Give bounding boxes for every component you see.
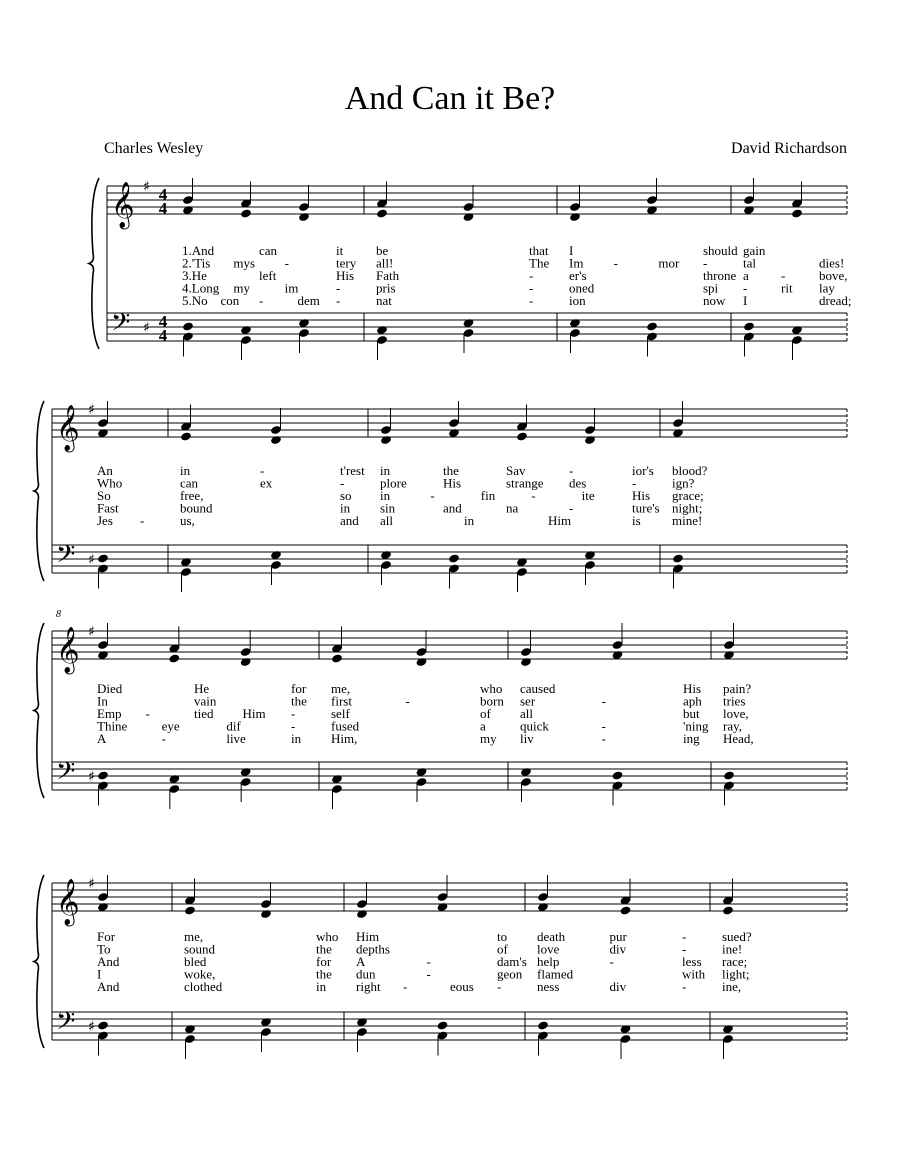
lyric-hyphen: -: [497, 979, 502, 994]
time-signature-top: 4: [158, 312, 168, 331]
time-signature-bottom: 4: [158, 326, 168, 345]
lyric-syllable: nat: [376, 293, 392, 308]
lyric-syllable: now: [703, 293, 726, 308]
lyric-syllable: eye: [161, 718, 180, 734]
lyric-hyphen: -: [260, 463, 265, 478]
lyric-hyphen: -: [140, 513, 145, 528]
bass-staff: [107, 313, 847, 341]
note-head: [437, 1020, 449, 1030]
treble-clef-icon: 𝄞: [56, 879, 80, 925]
lyric-syllable: dif: [226, 718, 241, 734]
lyric-syllable: Jes: [97, 513, 113, 528]
lyric-syllable: free,: [180, 488, 204, 503]
lyric-syllable: the: [443, 463, 459, 478]
measure: [520, 623, 709, 806]
lyric-syllable: ior's: [632, 463, 654, 478]
note-head: [516, 431, 528, 441]
lyric-syllable: I: [97, 966, 102, 982]
lyric-syllable: na: [506, 500, 519, 516]
lyric-syllable: and: [443, 500, 462, 516]
lyric-syllable: 5.No: [182, 293, 208, 308]
lyric-syllable: geon: [497, 966, 523, 982]
lyric-syllable: mor: [658, 255, 680, 271]
lyric-syllable: His: [443, 475, 462, 491]
note-head: [240, 208, 252, 218]
time-signature-top: 4: [158, 185, 168, 204]
lyric-syllable: of: [497, 941, 508, 957]
lyric-syllable: but: [683, 706, 700, 721]
lyric-syllable: night;: [672, 500, 703, 516]
lyric-hyphen: -: [613, 255, 619, 271]
note-head: [298, 212, 310, 222]
lyric-syllable: fin: [480, 488, 496, 503]
key-signature-sharp: ♯: [88, 402, 95, 418]
lyric-syllable: Fath: [376, 268, 400, 283]
lyric-syllable: in: [340, 500, 351, 516]
lyric-syllable: His: [683, 681, 702, 696]
lyric-syllable: sin: [380, 500, 396, 516]
lyric-syllable: I: [743, 293, 748, 308]
lyric-syllable: I: [569, 243, 574, 258]
lyric-syllable: a: [743, 268, 749, 283]
lyric-syllable: div: [609, 941, 627, 957]
bass-clef-icon: 𝄢: [111, 308, 131, 343]
measure: [356, 875, 527, 1056]
lyric-hyphen: -: [430, 488, 435, 503]
lyric-syllable: in: [464, 513, 475, 528]
lyric-hyphen: -: [632, 475, 637, 491]
lyric-syllable: a: [480, 718, 486, 734]
lyric-syllable: is: [632, 513, 641, 528]
lyric-syllable: ex: [260, 475, 273, 491]
lyric-syllable: that: [529, 243, 549, 258]
lyric-syllable: right: [356, 979, 381, 994]
lyric-syllable: in: [380, 488, 391, 503]
lyric-syllable: ser: [520, 693, 536, 709]
lyric-syllable: who: [316, 929, 339, 944]
note-head: [620, 905, 632, 915]
lyric-syllable: sued?: [722, 929, 752, 944]
key-signature-sharp: ♯: [143, 320, 150, 336]
measure: [723, 623, 754, 806]
lyric-hyphen: -: [682, 929, 687, 944]
lyric-hyphen: -: [284, 255, 290, 271]
lyric-syllable: aph: [683, 693, 702, 709]
lyric-syllable: strange: [506, 475, 544, 491]
lyric-hyphen: -: [336, 293, 341, 308]
system-4: [34, 875, 847, 1059]
lyric-hyphen: -: [161, 731, 167, 746]
lyric-syllable: all: [520, 706, 533, 721]
lyric-syllable: And: [97, 954, 120, 969]
measure: [672, 401, 708, 589]
lyric-syllable: with: [682, 966, 706, 982]
lyric-syllable: bled: [184, 954, 207, 969]
lyric-syllable: dun: [356, 966, 376, 982]
lyric-syllable: Im: [569, 255, 584, 271]
lyric-syllable: mys: [233, 255, 256, 271]
lyric-hyphen: -: [145, 706, 150, 721]
lyric-syllable: He: [194, 681, 210, 696]
lyric-syllable: death: [537, 929, 566, 944]
lyric-syllable: pur: [609, 929, 627, 944]
lyric-syllable: t'rest: [340, 463, 365, 478]
lyric-syllable: des: [569, 475, 587, 491]
measure: [376, 182, 549, 361]
lyric-syllable: ine!: [722, 941, 743, 957]
bass-clef-icon: 𝄢: [56, 757, 76, 792]
lyric-hyphen: -: [405, 693, 410, 709]
lyric-syllable: His: [336, 268, 355, 283]
note-head: [723, 770, 735, 780]
brace: [89, 178, 99, 349]
lyric-syllable: ion: [569, 293, 586, 308]
bass-clef-icon: 𝄢: [56, 1007, 76, 1042]
lyric-syllable: eous: [450, 979, 474, 994]
note-head: [240, 657, 252, 667]
measure: [97, 401, 144, 589]
lyric-syllable: His: [632, 488, 651, 503]
lyric-hyphen: -: [259, 293, 264, 308]
bass-clef-icon: 𝄢: [56, 540, 76, 575]
measure: [722, 879, 752, 1060]
lyric-syllable: con: [220, 293, 240, 308]
lyric-syllable: Thine: [97, 718, 128, 734]
lyric-syllable: in: [380, 463, 391, 478]
lyric-syllable: quick: [520, 718, 549, 734]
lyric-syllable: lay: [819, 280, 835, 296]
lyric-syllable: ray,: [723, 718, 743, 734]
system-3: [34, 609, 847, 809]
lyric-syllable: all!: [376, 255, 394, 271]
lyric-hyphen: -: [743, 280, 748, 296]
measure: [97, 623, 307, 809]
note-head: [463, 212, 475, 222]
measure: [182, 178, 357, 360]
lyric-syllable: self: [331, 706, 350, 721]
lyric-syllable: ine,: [722, 979, 742, 994]
lyric-syllable: sound: [184, 941, 216, 957]
lyric-hyphen: -: [529, 280, 534, 296]
lyric-syllable: In: [97, 693, 108, 709]
note-head: [612, 770, 624, 780]
note-head: [184, 905, 196, 915]
lyric-hyphen: -: [682, 941, 687, 957]
treble-clef-icon: 𝄞: [56, 627, 80, 673]
lyric-syllable: The: [529, 255, 550, 271]
treble-staff: [107, 186, 847, 214]
lyric-syllable: rit: [781, 280, 793, 296]
lyric-syllable: less: [682, 954, 702, 969]
lyric-syllable: For: [97, 929, 116, 944]
lyric-syllable: light;: [722, 966, 750, 982]
lyric-syllable: race;: [722, 954, 748, 969]
lyric-syllable: be: [376, 243, 389, 258]
lyric-syllable: Emp: [97, 706, 122, 721]
lyric-syllable: 3.He: [182, 268, 207, 283]
lyric-hyphen: -: [291, 706, 296, 721]
brace: [34, 623, 44, 798]
lyric-hyphen: -: [682, 979, 687, 994]
note-head: [416, 657, 428, 667]
lyric-syllable: who: [480, 681, 503, 696]
note-head: [380, 435, 392, 445]
lyric-syllable: in: [291, 731, 302, 746]
key-signature-sharp: ♯: [88, 552, 95, 568]
lyric-syllable: tries: [723, 693, 746, 709]
note-head: [743, 321, 755, 331]
lyric-hyphen: -: [291, 718, 296, 734]
lyric-hyphen: -: [336, 280, 341, 296]
note-head: [584, 435, 596, 445]
lyric-syllable: depths: [356, 941, 390, 957]
lyric-syllable: in: [316, 979, 327, 994]
lyric-syllable: tied: [194, 706, 214, 721]
lyric-syllable: er's: [569, 268, 587, 283]
lyric-syllable: born: [480, 693, 504, 709]
lyric-syllable: grace;: [672, 488, 704, 503]
lyric-syllable: Died: [97, 681, 123, 696]
system-1: [89, 178, 851, 360]
time-signature-bottom: 4: [158, 199, 168, 218]
lyric-syllable: A: [97, 731, 107, 746]
note-head: [356, 909, 368, 919]
lyric-syllable: 4.Long: [182, 280, 220, 296]
lyric-syllable: ign?: [672, 475, 695, 491]
song-title: And Can it Be?: [344, 80, 556, 117]
lyric-hyphen: -: [781, 268, 786, 283]
lyric-syllable: A: [356, 954, 366, 969]
lyric-syllable: so: [340, 488, 352, 503]
note-head: [646, 321, 658, 331]
lyric-syllable: tery: [336, 255, 357, 271]
lyric-syllable: bove,: [819, 268, 848, 283]
lyric-syllable: and: [340, 513, 359, 528]
note-head: [97, 770, 109, 780]
brace: [34, 401, 44, 581]
lyric-syllable: im: [284, 280, 299, 296]
note-head: [672, 553, 684, 563]
lyric-syllable: dem: [297, 293, 320, 308]
lyric-syllable: of: [480, 706, 491, 721]
lyric-hyphen: -: [531, 488, 536, 503]
lyric-syllable: liv: [520, 731, 534, 746]
lyric-syllable: live: [226, 731, 246, 746]
lyric-syllable: dies!: [819, 255, 845, 271]
lyric-syllable: blood?: [672, 463, 708, 478]
lyric-syllable: me,: [331, 681, 351, 696]
brace: [34, 875, 44, 1048]
lyric-hyphen: -: [601, 731, 606, 746]
lyric-syllable: bound: [180, 500, 213, 516]
lyric-syllable: pris: [376, 280, 396, 296]
lyric-syllable: can: [259, 243, 278, 258]
lyric-syllable: clothed: [184, 979, 223, 994]
system-2: [34, 401, 847, 592]
measure: [180, 405, 365, 593]
note-head: [182, 321, 194, 331]
lyric-syllable: plore: [380, 475, 407, 491]
lyric-hyphen: -: [426, 954, 431, 969]
lyric-syllable: the: [291, 693, 307, 709]
key-signature-sharp: ♯: [88, 876, 95, 892]
measure: [743, 178, 851, 360]
note-head: [376, 208, 388, 218]
lyric-hyphen: -: [426, 966, 431, 982]
lyric-syllable: the: [316, 966, 332, 982]
lyric-syllable: ness: [537, 979, 560, 994]
lyric-syllable: dread;: [819, 293, 852, 308]
lyric-syllable: 1.And: [182, 243, 215, 258]
key-signature-sharp: ♯: [88, 1019, 95, 1035]
measure: [331, 627, 504, 810]
lyric-syllable: To: [97, 941, 111, 957]
lyric-syllable: tal: [743, 255, 756, 271]
lyric-syllable: throne: [703, 268, 737, 283]
note-head: [448, 553, 460, 563]
note-head: [260, 909, 272, 919]
measure-number: 8: [56, 609, 61, 620]
lyric-syllable: caused: [520, 681, 556, 696]
lyric-syllable: my: [233, 280, 250, 296]
lyric-syllable: pain?: [723, 681, 752, 696]
lyric-syllable: Fast: [97, 500, 119, 516]
lyric-syllable: can: [180, 475, 199, 491]
lyric-syllable: Him: [242, 706, 266, 721]
lyric-syllable: the: [316, 941, 332, 957]
lyric-hyphen: -: [340, 475, 345, 491]
lyric-syllable: ing: [683, 731, 700, 746]
lyric-syllable: gain: [743, 243, 766, 258]
note-head: [97, 1020, 109, 1030]
lyric-hyphen: -: [703, 255, 708, 271]
lyric-syllable: So: [97, 488, 111, 503]
lyric-syllable: 'ning: [683, 718, 709, 734]
lyric-syllable: Him,: [331, 731, 358, 746]
key-signature-sharp: ♯: [88, 769, 95, 785]
lyric-syllable: woke,: [184, 966, 216, 982]
note-head: [331, 653, 343, 663]
lyric-syllable: spi: [703, 280, 719, 296]
lyric-syllable: And: [97, 979, 120, 994]
lyric-hyphen: -: [601, 693, 606, 709]
lyric-syllable: Who: [97, 475, 123, 491]
lyric-syllable: to: [497, 929, 508, 944]
key-signature-sharp: ♯: [88, 624, 95, 640]
note-head: [537, 1020, 549, 1030]
lyricist-name: Charles Wesley: [104, 140, 204, 157]
lyric-hyphen: -: [601, 718, 606, 734]
treble-clef-icon: 𝄞: [111, 182, 135, 228]
note-head: [270, 435, 282, 445]
note-head: [569, 212, 581, 222]
lyric-syllable: dam's: [497, 954, 527, 969]
lyric-hyphen: -: [609, 954, 614, 969]
lyric-syllable: love: [537, 941, 560, 957]
lyric-syllable: for: [291, 681, 307, 696]
lyric-syllable: An: [97, 463, 113, 478]
composer-name: David Richardson: [731, 140, 847, 157]
lyric-hyphen: -: [569, 500, 574, 516]
lyric-syllable: help: [537, 954, 560, 969]
lyric-syllable: mine!: [672, 513, 703, 528]
lyric-syllable: div: [609, 979, 627, 994]
lyric-syllable: all: [380, 513, 393, 528]
measure: [569, 178, 738, 357]
measure: [537, 875, 706, 1059]
lyric-syllable: Head,: [723, 731, 754, 746]
lyric-hyphen: -: [403, 979, 408, 994]
lyric-syllable: us,: [180, 513, 195, 528]
lyric-syllable: Him: [548, 513, 572, 528]
lyric-syllable: fused: [331, 718, 360, 734]
lyric-syllable: for: [316, 954, 332, 969]
lyric-syllable: 2.'Tis: [182, 255, 211, 271]
lyric-syllable: in: [180, 463, 191, 478]
note-head: [722, 905, 734, 915]
lyric-syllable: should: [703, 243, 738, 258]
lyric-syllable: ture's: [632, 500, 660, 516]
note-head: [791, 208, 803, 218]
note-head: [168, 653, 180, 663]
note-head: [180, 431, 192, 441]
lyric-syllable: ite: [581, 488, 595, 503]
lyric-syllable: first: [331, 693, 352, 709]
key-signature-sharp: ♯: [143, 179, 150, 195]
lyric-hyphen: -: [529, 268, 534, 283]
lyric-syllable: my: [480, 731, 497, 746]
lyric-syllable: left: [259, 268, 277, 283]
lyric-syllable: oned: [569, 280, 595, 296]
measure: [97, 875, 120, 1056]
lyric-hyphen: -: [569, 463, 574, 478]
lyric-syllable: Sav: [506, 463, 526, 478]
measure: [184, 879, 338, 1060]
lyric-syllable: vain: [194, 693, 217, 709]
lyric-hyphen: -: [529, 293, 534, 308]
note-head: [520, 657, 532, 667]
lyric-syllable: love,: [723, 706, 749, 721]
lyric-syllable: me,: [184, 929, 204, 944]
lyric-syllable: it: [336, 243, 344, 258]
note-head: [97, 553, 109, 563]
treble-clef-icon: 𝄞: [56, 405, 80, 451]
lyric-syllable: flamed: [537, 966, 574, 982]
lyric-syllable: Him: [356, 929, 380, 944]
